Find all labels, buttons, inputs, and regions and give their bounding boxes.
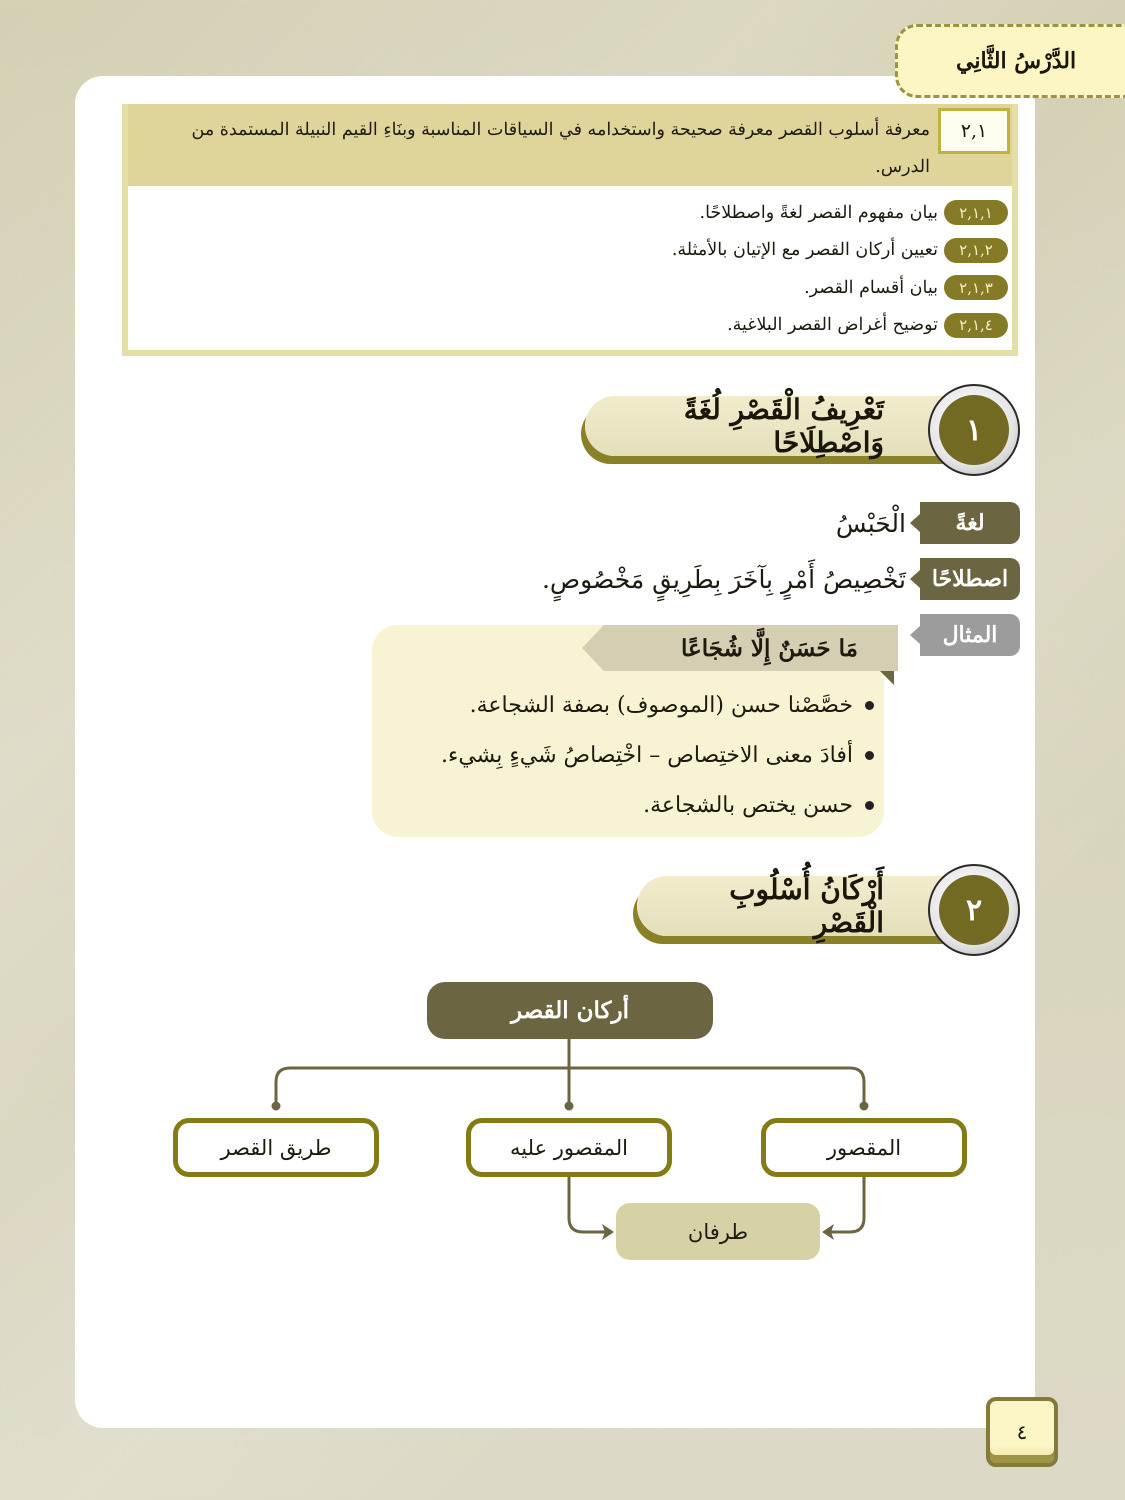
section-1-number-badge (928, 384, 1020, 476)
example-point-text: أفادَ معنى الاختِصاص – اخْتِصاصُ شَيءٍ بِشيء. (440, 742, 853, 768)
lesson-title: الدَّرْسُ الثَّانِي (956, 48, 1077, 74)
objective-item (132, 269, 1012, 307)
bullet-icon (865, 701, 874, 710)
example-point-text: خصَّصْنا حسن (الموصوف) بصفة الشجاعة. (469, 692, 853, 718)
objective-sub-list (132, 194, 1012, 344)
page-number: ٤ (986, 1397, 1058, 1467)
section-2-title: أَرْكَانُ أُسْلُوبِ الْقَصْرِ (729, 873, 884, 939)
example-box (372, 625, 884, 837)
diagram-node-maqsur-alayh: المقصور عليه (466, 1118, 672, 1177)
objective-item-text: بيان مفهوم القصر لغةً واصطلاحًا. (699, 202, 938, 223)
definition-term-text: تَخْصِيصُ أَمْرٍ بِآخَرَ بِطَرِيقٍ مَخْصُوصٍ. (541, 564, 906, 594)
objective-item-number: ٢,١,٤ (944, 313, 1008, 338)
banner-fold (880, 671, 894, 685)
objective-item (132, 232, 1012, 270)
objective-item (132, 194, 1012, 232)
definition-term-row (542, 558, 1020, 600)
objective-main-text: معرفة أسلوب القصر معرفة صحيحة واستخدامه في السياقات المناسبة وبنَاءِ القيم النبيلة المستمدة من الدرس. (191, 120, 930, 177)
objective-item (132, 307, 1012, 345)
example-points (384, 680, 874, 830)
section-2-header (632, 864, 1020, 950)
lesson-tab (895, 24, 1125, 98)
definition-term-label: اصطلاحًا (920, 558, 1020, 600)
objective-main-number: ٢,١ (938, 108, 1010, 154)
objective-item-number: ٢,١,٣ (944, 275, 1008, 300)
definition-language-row (836, 502, 1020, 544)
objective-item-text: بيان أقسام القصر. (804, 277, 938, 298)
section-1-title-pill (585, 393, 980, 459)
definition-language-text: الْحَبْسُ (835, 508, 906, 538)
diagram-node-tarafan: طرفان (616, 1203, 820, 1260)
example-point (384, 780, 874, 830)
example-sentence: مَا حَسَنٌ إِلَّا شُجَاعًا (681, 634, 858, 662)
example-point (384, 680, 874, 730)
example-point-text: حسن يختص بالشجاعة. (643, 792, 853, 818)
section-1-header (580, 384, 1020, 470)
objective-main (128, 104, 1012, 186)
objective-item-text: توضيح أغراض القصر البلاغية. (727, 315, 938, 336)
example-label-row (920, 614, 1020, 656)
section-2-number-badge (928, 864, 1020, 956)
bullet-icon (865, 801, 874, 810)
section-1-title: تَعْرِيفُ الْقَصْرِ لُغَةً وَاصْطِلَاحًا (683, 393, 884, 459)
diagram-root-node: أركان القصر (427, 982, 713, 1039)
section-2-number: ٢ (939, 875, 1009, 945)
bullet-icon (865, 751, 874, 760)
objectives-box (122, 104, 1018, 356)
objective-item-number: ٢,١,١ (944, 200, 1008, 225)
example-point (384, 730, 874, 780)
diagram-node-tariq: طريق القصر (173, 1118, 379, 1177)
definition-language-label: لغةً (920, 502, 1020, 544)
example-label: المثال (920, 614, 1020, 656)
example-sentence-banner (604, 625, 898, 671)
diagram-node-maqsur: المقصور (761, 1118, 967, 1177)
objective-item-text: تعيين أركان القصر مع الإتيان بالأمثلة. (671, 240, 938, 261)
section-1-number: ١ (939, 395, 1009, 465)
objective-item-number: ٢,١,٢ (944, 238, 1008, 263)
